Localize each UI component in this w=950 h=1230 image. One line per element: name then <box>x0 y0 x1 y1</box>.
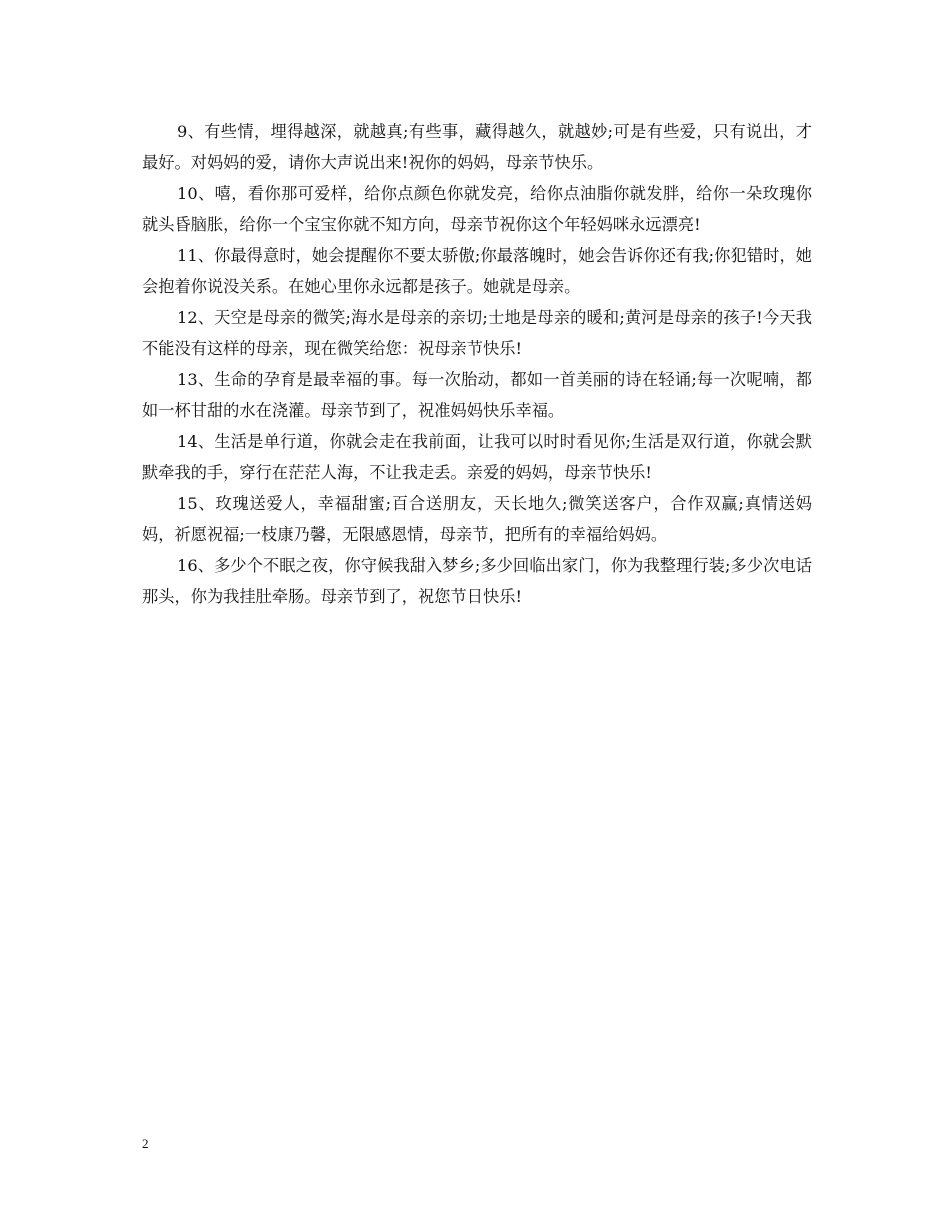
paragraph-15: 15、玫瑰送爱人，幸福甜蜜;百合送朋友，天长地久;微笑送客户，合作双赢;真情送妈妈，祈愿祝福;一枝康乃馨，无限感恩情，母亲节，把所有的幸福给妈妈。 <box>142 494 812 544</box>
paragraph-12: 12、天空是母亲的微笑;海水是母亲的亲切;士地是母亲的暖和;黄河是母亲的孩子!今天我不能没有这样的母亲，现在微笑给您：祝母亲节快乐! <box>142 308 812 358</box>
paragraph-16: 16、多少个不眠之夜，你守候我甜入梦乡;多少回临出家门，你为我整理行装;多少次电话那头，你为我挂肚牵肠。母亲节到了，祝您节日快乐! <box>142 556 812 606</box>
paragraph-13: 13、生命的孕育是最幸福的事。每一次胎动，都如一首美丽的诗在轻诵;每一次呢喃，都如一杯甘甜的水在浇灌。母亲节到了，祝准妈妈快乐幸福。 <box>142 370 812 420</box>
paragraph-14: 14、生活是单行道，你就会走在我前面，让我可以时时看见你;生活是双行道，你就会默默牵我的手，穿行在茫茫人海，不让我走丢。亲爱的妈妈，母亲节快乐! <box>142 432 812 482</box>
paragraph-11: 11、你最得意时，她会提醒你不要太骄傲;你最落魄时，她会告诉你还有我;你犯错时，她会抱着你说没关系。在她心里你永远都是孩子。她就是母亲。 <box>142 246 812 296</box>
page-number: 2 <box>142 1136 149 1151</box>
paragraph-9: 9、有些情，埋得越深，就越真;有些事，藏得越久，就越妙;可是有些爱，只有说出，才最好。对妈妈的爱，请你大声说出来!祝你的妈妈，母亲节快乐。 <box>142 122 812 172</box>
document-body <box>142 116 812 612</box>
paragraph-10: 10、嘻，看你那可爱样，给你点颜色你就发亮，给你点油脂你就发胖，给你一朵玫瑰你就头昏脑胀，给你一个宝宝你就不知方向，母亲节祝你这个年轻妈咪永远漂亮! <box>142 184 812 234</box>
